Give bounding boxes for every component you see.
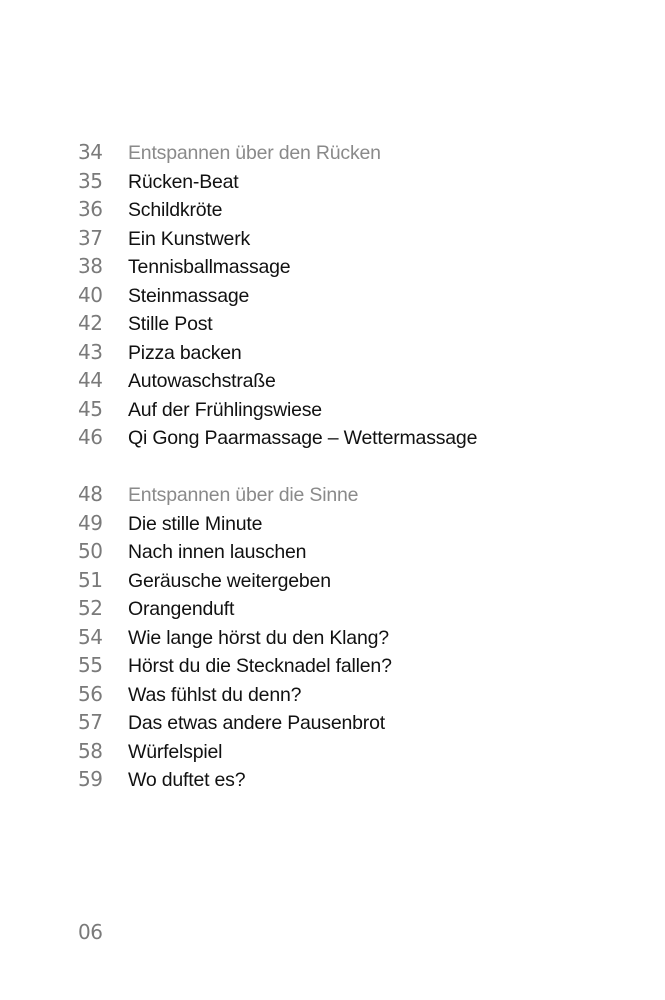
toc-page-number: 37 [78, 225, 103, 250]
toc-entry [78, 366, 477, 395]
toc-page-number: 40 [78, 282, 103, 307]
toc-page-number: 50 [78, 539, 103, 563]
toc-page-number: 34 [78, 140, 103, 164]
toc-heading-title: Entspannen über den Rücken [128, 142, 381, 164]
toc-entry-title: Wie lange hörst du den Klang? [128, 626, 389, 649]
toc-entry-title: Nach innen lauschen [128, 541, 307, 563]
toc-page-number: 49 [78, 510, 103, 535]
toc-entry [78, 281, 477, 310]
toc-heading-title: Entspannen über die Sinne [128, 484, 359, 506]
toc-entry [78, 537, 392, 566]
toc-entry [78, 623, 392, 652]
toc-page-number: 51 [78, 567, 103, 592]
toc-entry [78, 395, 477, 424]
toc-entry-title: Schildkröte [128, 199, 223, 221]
toc-page-number: 55 [78, 653, 103, 677]
toc-entry-title: Orangenduft [128, 598, 235, 620]
toc-page-number: 35 [78, 168, 103, 193]
toc-entry-title: Die stille Minute [128, 512, 263, 535]
toc-entry [78, 651, 392, 680]
toc-section-sinne [78, 480, 392, 794]
toc-entry [78, 338, 477, 367]
toc-entry-title: Wo duftet es? [128, 769, 246, 791]
toc-page-number: 52 [78, 596, 103, 620]
toc-entry [78, 509, 392, 538]
toc-entry [78, 195, 477, 224]
toc-entry [78, 765, 392, 794]
toc-page-number: 56 [78, 681, 103, 706]
toc-page-number: 42 [78, 311, 103, 335]
toc-entry-title: Das etwas andere Pausenbrot [128, 712, 385, 734]
toc-entry-title: Rücken-Beat [128, 170, 239, 193]
toc-entry [78, 680, 392, 709]
toc-entry-title: Stille Post [128, 313, 213, 335]
toc-entry-title: Hörst du die Stecknadel fallen? [128, 655, 392, 677]
toc-section-heading [78, 480, 392, 509]
toc-entry [78, 708, 392, 737]
toc-page-number: 43 [78, 339, 103, 364]
toc-entry [78, 737, 392, 766]
toc-section-heading [78, 138, 477, 167]
toc-entry-title: Ein Kunstwerk [128, 227, 251, 250]
toc-entry-title: Auf der Frühlingswiese [128, 398, 322, 421]
page-number: 06 [78, 920, 103, 944]
toc-page-number: 36 [78, 197, 103, 221]
toc-page-number: 54 [78, 624, 103, 649]
toc-entry [78, 309, 477, 338]
toc-entry-title: Tennisballmassage [128, 256, 291, 278]
toc-page-number: 46 [78, 425, 103, 449]
toc-entry [78, 594, 392, 623]
toc-entry [78, 566, 392, 595]
toc-entry [78, 167, 477, 196]
toc-page-number: 58 [78, 738, 103, 763]
toc-entry [78, 224, 477, 253]
toc-entry [78, 423, 477, 452]
toc-page-number: 44 [78, 368, 103, 392]
toc-entry-title: Qi Gong Paarmassage – Wettermassage [128, 427, 478, 449]
toc-entry-title: Pizza backen [128, 341, 242, 364]
toc-page-number: 57 [78, 710, 103, 734]
toc-page-number: 45 [78, 396, 103, 421]
toc-entry-title: Würfelspiel [128, 740, 223, 763]
toc-entry [78, 252, 477, 281]
toc-page-number: 38 [78, 254, 103, 278]
toc-entry-title: Geräusche weitergeben [128, 569, 331, 592]
toc-section-ruecken [78, 138, 477, 452]
toc-entry-title: Autowaschstraße [128, 370, 276, 392]
toc-entry-title: Steinmassage [128, 284, 250, 307]
toc-page-number: 48 [78, 482, 103, 506]
toc-entry-title: Was fühlst du denn? [128, 683, 302, 706]
toc-page-number: 59 [78, 767, 103, 791]
